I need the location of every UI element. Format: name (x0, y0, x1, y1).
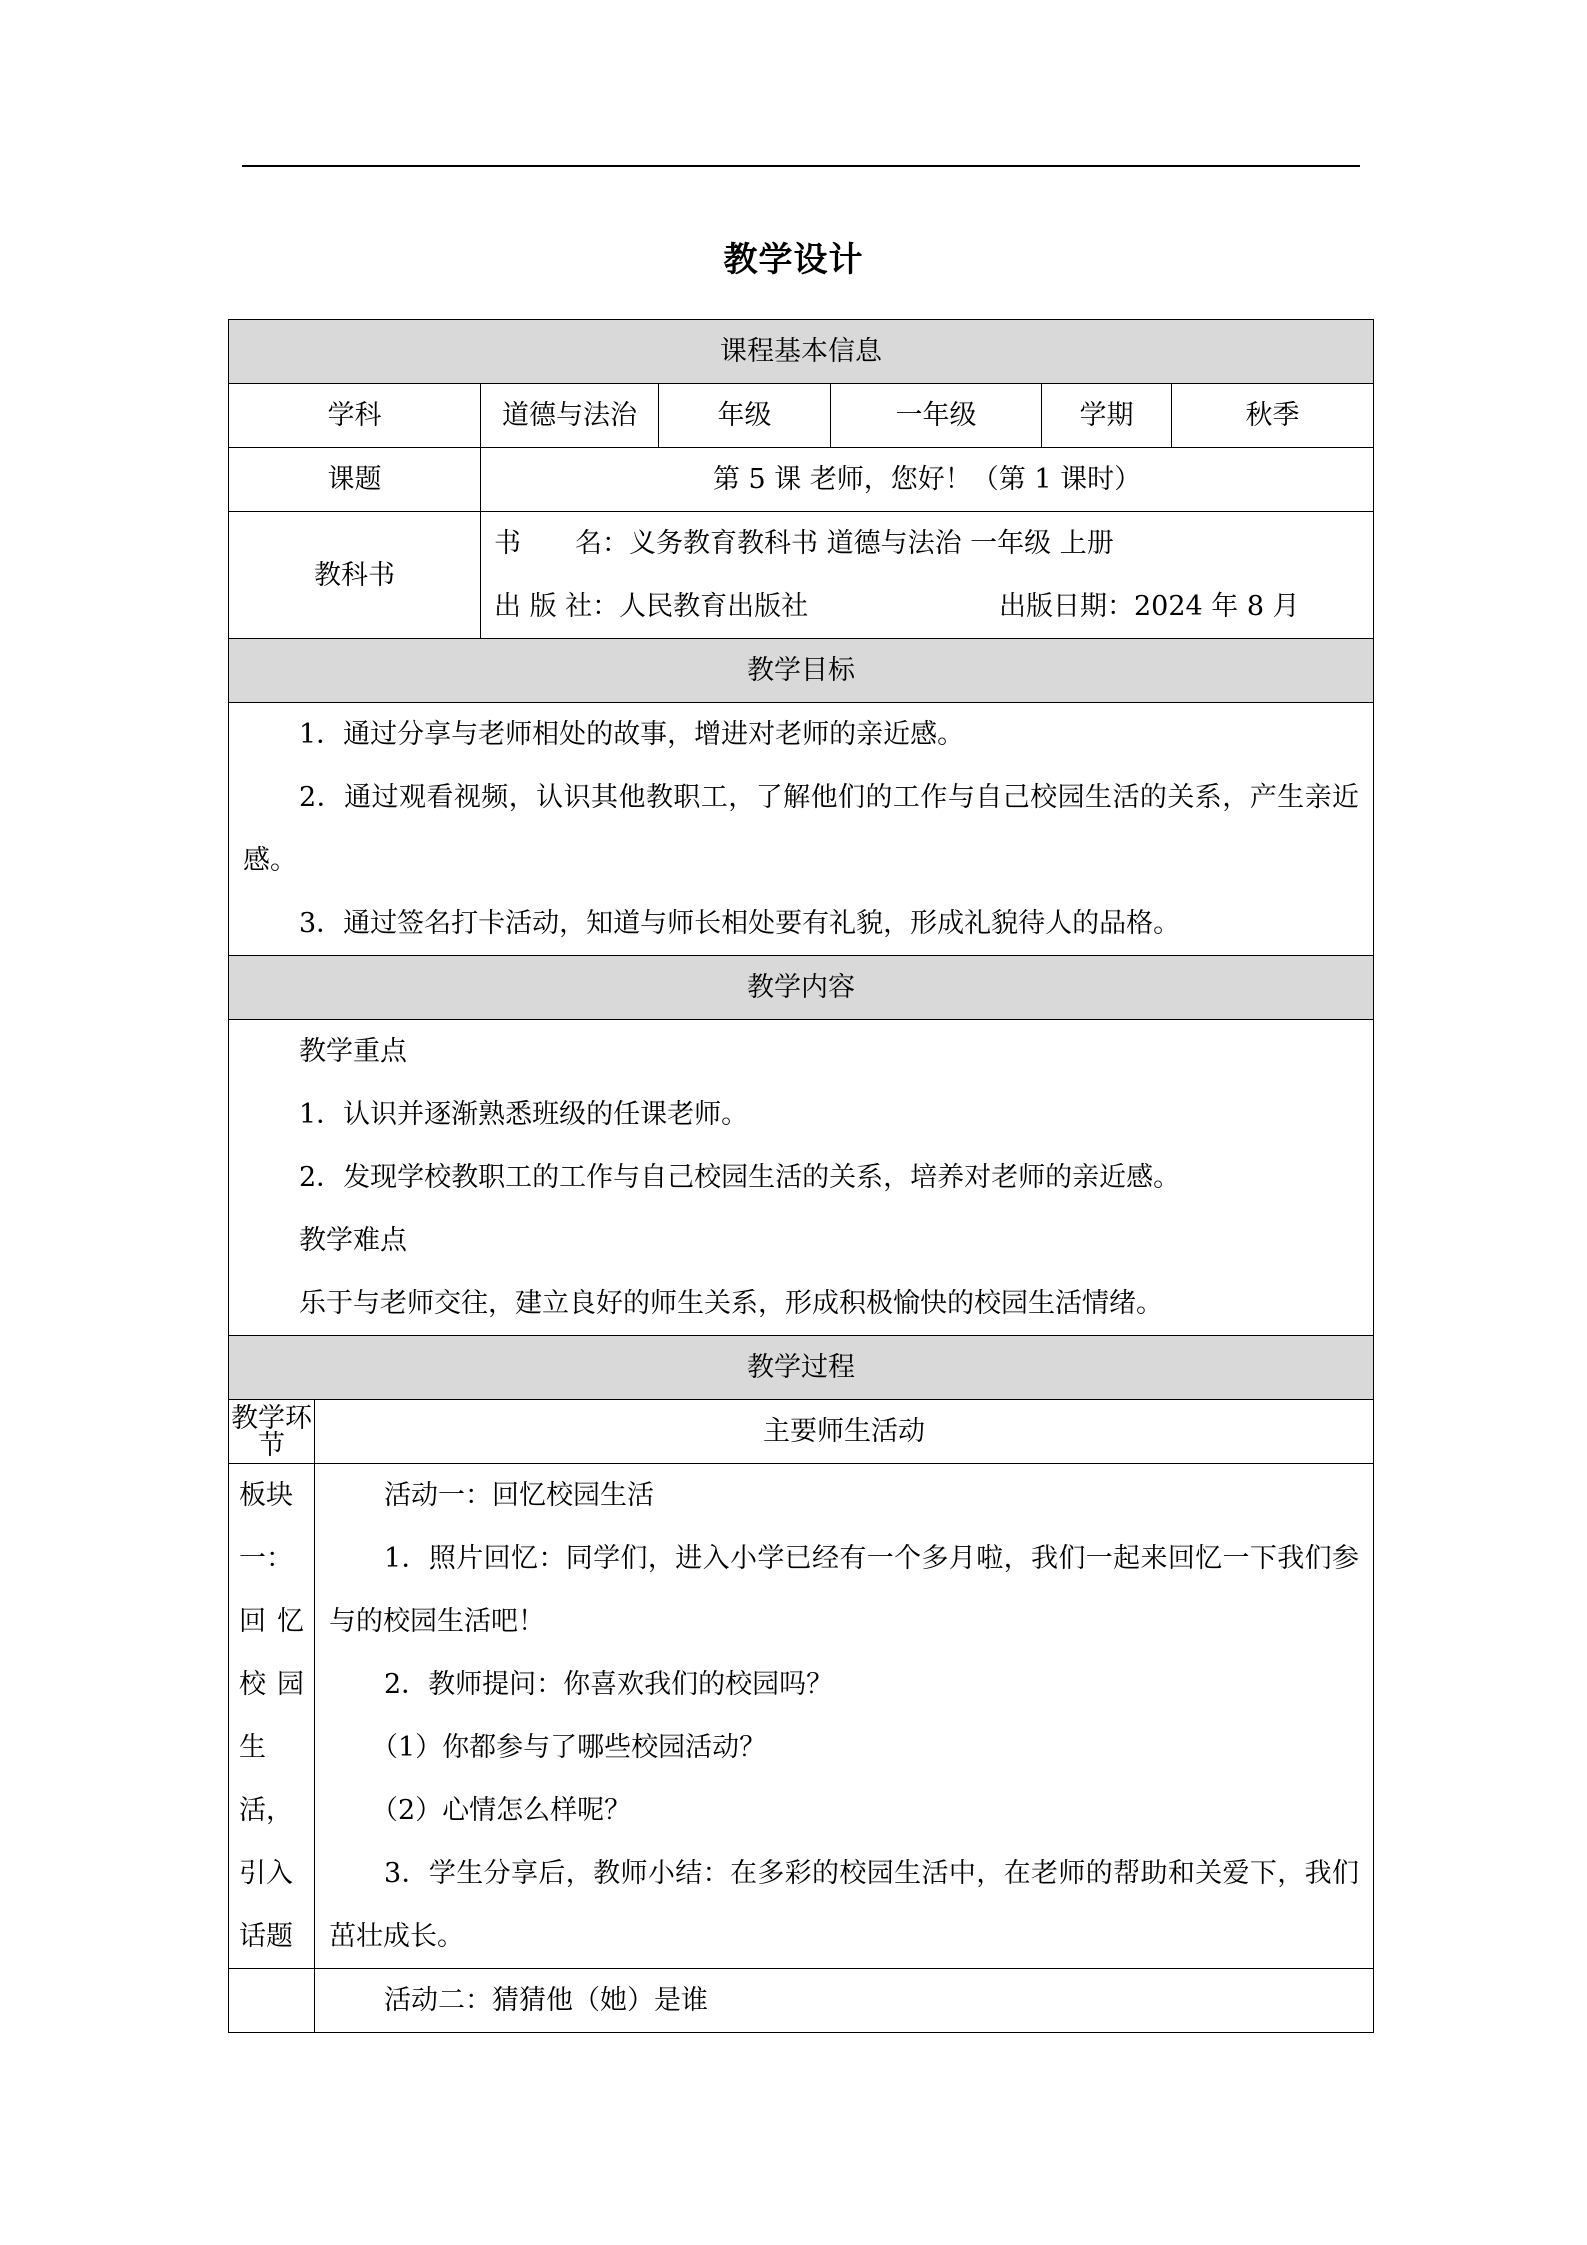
activity-title: 活动一：回忆校园生活 (384, 1480, 654, 1511)
block1-stage-line: 回忆校园 (239, 1606, 304, 1700)
objectives-body (229, 703, 1374, 956)
block1-activity (315, 1464, 1374, 1969)
textbook-label: 教科书 (229, 512, 481, 639)
basic-info-header: 课程基本信息 (229, 320, 1374, 384)
term-value: 秋季 (1172, 384, 1374, 448)
pub-date (999, 575, 1300, 638)
activity-line: 1．照片回忆：同学们，进入小学已经有一个多月啦，我们一起来回忆一下我们参与的校园生活吧！ (329, 1543, 1360, 1637)
objectives-header: 教学目标 (229, 639, 1374, 703)
activity-line: 2．教师提问：你喜欢我们的校园吗？ (384, 1669, 834, 1700)
stage-column-header (229, 1400, 315, 1464)
book-name-label: 书 名： (494, 528, 629, 559)
lesson-plan-table (228, 319, 1374, 2033)
objective-item: 2．通过观看视频，认识其他教职工，了解他们的工作与自己校园生活的关系，产生亲近感。 (243, 782, 1360, 876)
publisher-line (481, 575, 1373, 638)
document-title: 教学设计 (723, 240, 864, 280)
block1-stage (229, 1464, 315, 1969)
block2-stage (229, 1969, 315, 2033)
key-point-item: 2．发现学校教职工的工作与自己校园生活的关系，培养对老师的亲近感。 (299, 1162, 1181, 1193)
activity-line: （2）心情怎么样呢？ (371, 1795, 632, 1826)
book-name-line (481, 512, 1373, 575)
block1-stage-line: 板块一： (239, 1480, 293, 1574)
process-header: 教学过程 (229, 1336, 1374, 1400)
key-points-title: 教学重点 (299, 1036, 407, 1067)
topic-label: 课题 (229, 448, 481, 512)
objective-item: 1．通过分享与老师相处的故事，增进对老师的亲近感。 (299, 719, 965, 750)
activity-line: 3．学生分享后，教师小结：在多彩的校园生活中，在老师的帮助和关爱下，我们茁壮成长。 (329, 1858, 1360, 1952)
term-label: 学期 (1042, 384, 1172, 448)
subject-label: 学科 (229, 384, 481, 448)
grade-label: 年级 (659, 384, 831, 448)
pub-date-value: 2024 年 8 月 (1134, 591, 1300, 622)
activity-line: （1）你都参与了哪些校园活动？ (371, 1732, 767, 1763)
grade-value: 一年级 (831, 384, 1042, 448)
content-body (229, 1020, 1374, 1336)
book-name-value: 义务教育教科书 道德与法治 一年级 上册 (629, 528, 1114, 559)
block1-stage-line: 话题 (239, 1921, 293, 1952)
publisher-value: 人民教育出版社 (619, 591, 809, 622)
key-point-item: 1．认识并逐渐熟悉班级的任课老师。 (299, 1099, 749, 1130)
textbook-info (481, 512, 1374, 639)
topic-value: 第 5 课 老师，您好！（第 1 课时） (481, 448, 1374, 512)
content-header: 教学内容 (229, 956, 1374, 1020)
activity-title: 活动二：猜猜他（她）是谁 (384, 1985, 708, 2016)
stage-column-label: 教学环节 (231, 1402, 312, 1461)
block1-stage-line: 生活，引入 (239, 1732, 293, 1889)
subject-value: 道德与法治 (481, 384, 659, 448)
difficulty-text: 乐于与老师交往，建立良好的师生关系，形成积极愉快的校园生活情绪。 (299, 1288, 1163, 1319)
pub-date-label: 出版日期： (999, 591, 1134, 622)
publisher-label: 出 版 社： (494, 591, 620, 622)
header-rule (242, 165, 1360, 167)
block2-activity (315, 1969, 1374, 2033)
objective-item: 3．通过签名打卡活动，知道与师长相处要有礼貌，形成礼貌待人的品格。 (299, 908, 1181, 939)
difficulty-title: 教学难点 (299, 1225, 407, 1256)
activity-column-header: 主要师生活动 (315, 1400, 1374, 1464)
